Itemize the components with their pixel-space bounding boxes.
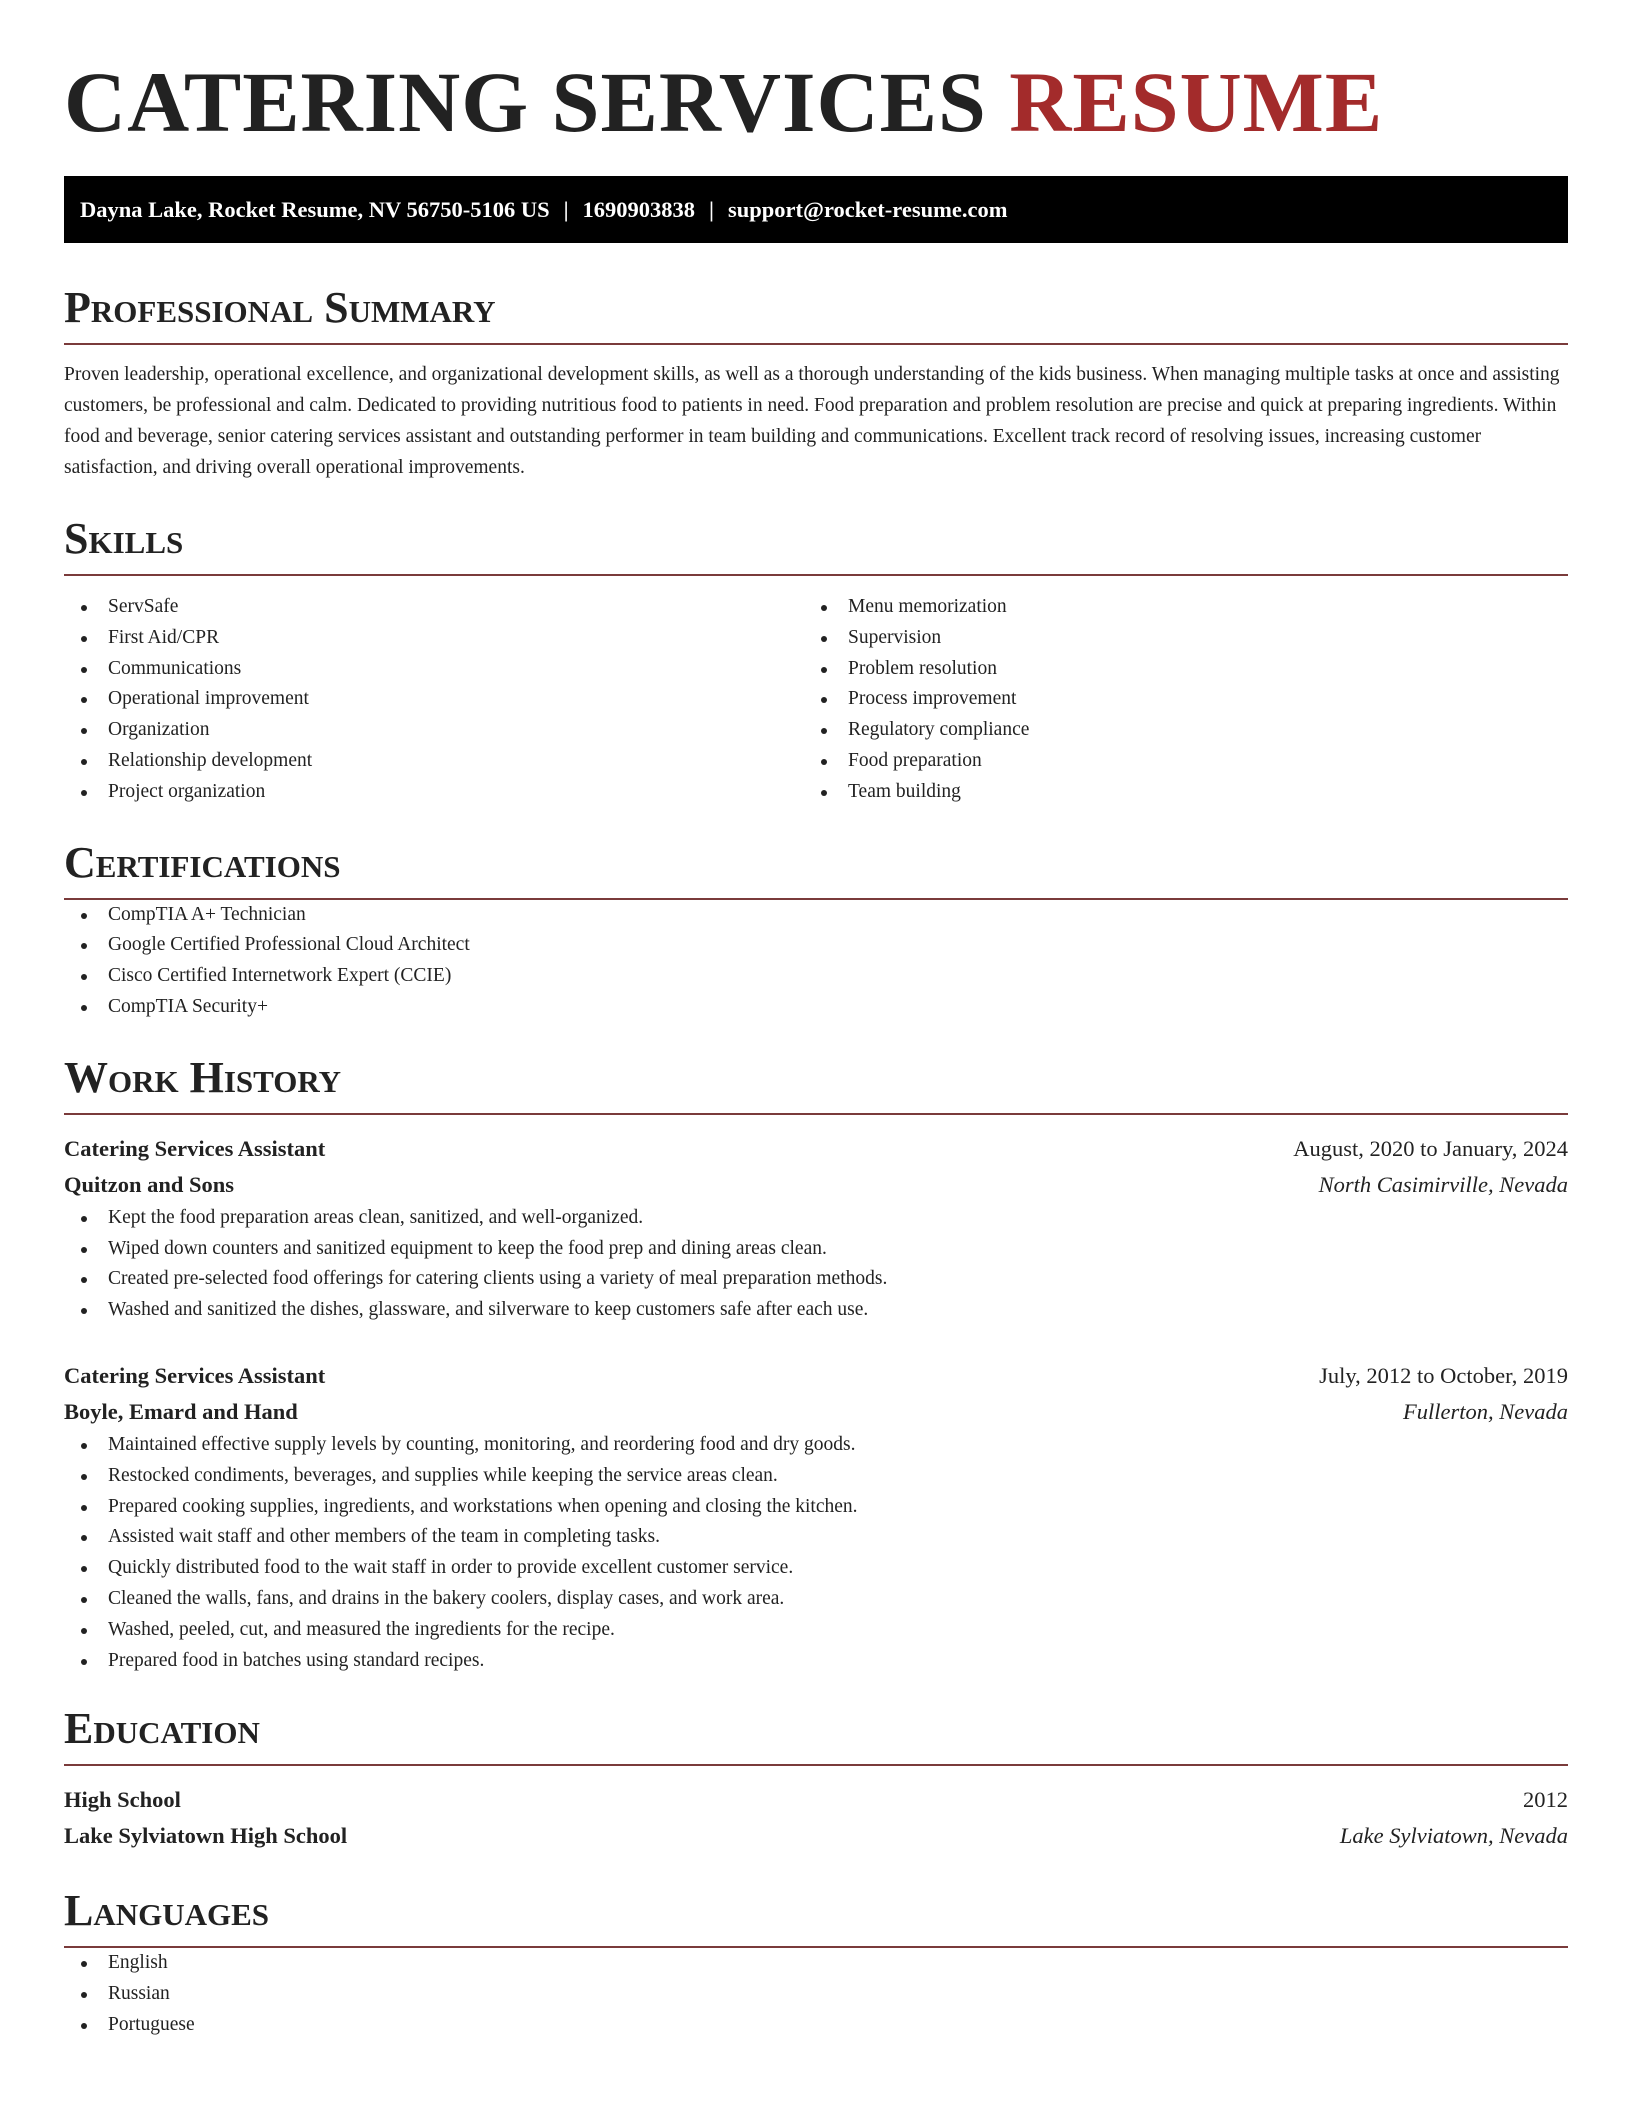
language-item: Portuguese [64, 2010, 1568, 2041]
education-entry [64, 1782, 1568, 1854]
certification-item: CompTIA A+ Technician [64, 900, 1568, 931]
skill-item: Relationship development [64, 746, 804, 777]
job-duty: Prepared food in batches using standard recipes. [64, 1646, 1568, 1677]
contact-address: Dayna Lake, Rocket Resume, NV 56750-5106 US [80, 197, 550, 222]
certifications-section [64, 838, 1568, 1023]
skill-item: Menu memorization [804, 592, 1544, 623]
resume-title [64, 0, 1568, 152]
skill-item: ServSafe [64, 592, 804, 623]
job-duty: Assisted wait staff and other members of the team in completing tasks. [64, 1522, 1568, 1553]
education-degree-row [64, 1782, 1568, 1818]
job-duty: Created pre-selected food offerings for catering clients using a variety of meal preparation methods. [64, 1264, 1568, 1295]
skill-item: Operational improvement [64, 684, 804, 715]
certification-item: Google Certified Professional Cloud Architect [64, 930, 1568, 961]
job-title-row [64, 1358, 1568, 1394]
certifications-list [64, 900, 1568, 1023]
job-duty: Washed and sanitized the dishes, glassware, and silverware to keep customers safe after each use. [64, 1295, 1568, 1326]
skill-item: Process improvement [804, 684, 1544, 715]
education-location: Lake Sylviatown, Nevada [1339, 1823, 1568, 1849]
job-title: Catering Services Assistant [64, 1362, 326, 1388]
job-company: Boyle, Emard and Hand [64, 1398, 298, 1424]
job-duties-list [64, 1203, 1568, 1326]
job-duty: Restocked condiments, beverages, and supplies while keeping the service areas clean. [64, 1461, 1568, 1492]
job-dates: July, 2012 to October, 2019 [1319, 1362, 1568, 1388]
education-school: Lake Sylviatown High School [64, 1823, 348, 1849]
work-history-section [64, 1053, 1568, 1677]
title-accent: RESUME [1009, 54, 1384, 150]
languages-list [64, 1948, 1568, 2040]
job-duties-list [64, 1430, 1568, 1676]
job-duty: Kept the food preparation areas clean, sanitized, and well-organized. [64, 1203, 1568, 1234]
summary-section [64, 283, 1568, 483]
skill-item: Team building [804, 777, 1544, 808]
job-duty: Maintained effective supply levels by counting, monitoring, and reordering food and dry goods. [64, 1430, 1568, 1461]
contact-separator: | [709, 197, 715, 222]
education-heading: Education [64, 1704, 1568, 1766]
job-duty: Washed, peeled, cut, and measured the ingredients for the recipe. [64, 1615, 1568, 1646]
certification-item: Cisco Certified Internetwork Expert (CCIE) [64, 961, 1568, 992]
job-title-row [64, 1131, 1568, 1167]
skill-item: Problem resolution [804, 654, 1544, 685]
skill-item: Supervision [804, 623, 1544, 654]
summary-text: Proven leadership, operational excellence, and organizational development skills, as well as a thorough understanding of the kids business. When managing multiple tasks at once and assisting customers, be professional and calm. Dedicated to providing nutritious food to patients in need. Food preparation and problem resolution are precise and quick at preparing ingredients. Within food and beverage, senior catering services assistant and outstanding performer in team building and communications. Excellent track record of resolving issues, increasing customer satisfaction, and driving overall operational improvements. [64, 364, 1560, 478]
skills-list-left [64, 592, 804, 808]
skill-item: Communications [64, 654, 804, 685]
contact-phone: 1690903838 [582, 197, 696, 222]
languages-heading: Languages [64, 1886, 1568, 1948]
skills-list-right [804, 592, 1544, 808]
job-title: Catering Services Assistant [64, 1135, 326, 1161]
language-item: Russian [64, 1979, 1568, 2010]
skills-grid [64, 592, 1568, 808]
job-location: Fullerton, Nevada [1403, 1398, 1568, 1424]
contact-bar [64, 176, 1568, 243]
job-duty: Prepared cooking supplies, ingredients, and workstations when opening and closing the kitchen. [64, 1492, 1568, 1523]
job-company-row [64, 1167, 1568, 1203]
job-duty: Quickly distributed food to the wait staff in order to provide excellent customer service. [64, 1553, 1568, 1584]
job-location: North Casimirville, Nevada [1318, 1171, 1568, 1197]
job-duty: Wiped down counters and sanitized equipment to keep the food prep and dining areas clean. [64, 1234, 1568, 1265]
languages-section [64, 1886, 1568, 2040]
education-degree: High School [64, 1787, 181, 1813]
skills-heading: Skills [64, 514, 1568, 576]
job-company: Quitzon and Sons [64, 1171, 235, 1197]
education-school-row [64, 1818, 1568, 1854]
job-entry [64, 1358, 1568, 1676]
certification-item: CompTIA Security+ [64, 992, 1568, 1023]
education-section [64, 1704, 1568, 1854]
summary-heading: Professional Summary [64, 283, 1568, 345]
language-item: English [64, 1948, 1568, 1979]
skill-item: Organization [64, 715, 804, 746]
skill-item: First Aid/CPR [64, 623, 804, 654]
job-dates: August, 2020 to January, 2024 [1293, 1135, 1568, 1161]
certifications-heading: Certifications [64, 838, 1568, 900]
job-company-row [64, 1394, 1568, 1430]
contact-email[interactable]: support@rocket-resume.com [728, 197, 1008, 222]
skill-item: Regulatory compliance [804, 715, 1544, 746]
skills-section [64, 514, 1568, 808]
job-duty: Cleaned the walls, fans, and drains in the bakery coolers, display cases, and work area. [64, 1584, 1568, 1615]
title-main: CATERING SERVICES [64, 54, 987, 150]
skill-item: Food preparation [804, 746, 1544, 777]
job-entry [64, 1131, 1568, 1326]
work-history-heading: Work History [64, 1053, 1568, 1115]
education-year: 2012 [1523, 1787, 1568, 1813]
skill-item: Project organization [64, 777, 804, 808]
contact-separator: | [563, 197, 569, 222]
